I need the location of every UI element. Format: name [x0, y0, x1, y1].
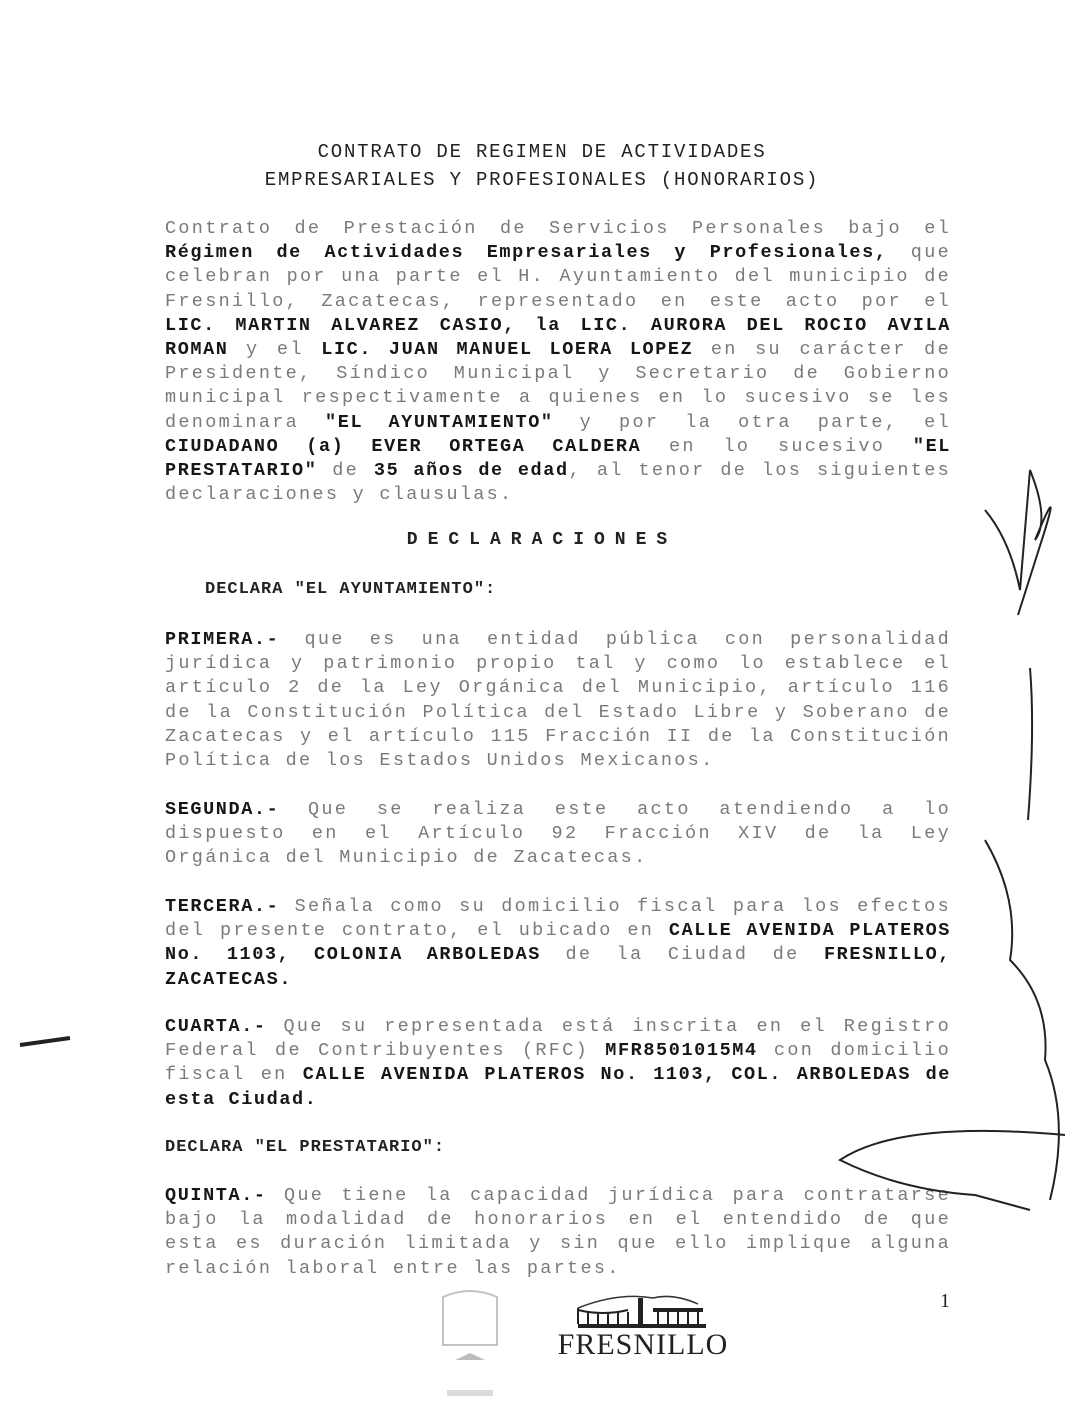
bold-text-segment: FRESNILLO, ZACATECAS.: [165, 944, 951, 990]
bold-text-segment: TERCERA.-: [165, 896, 280, 917]
text-segment: Contrato de Prestación de Servicios Personales bajo el: [165, 218, 951, 239]
bold-text-segment: Régimen de Actividades Empresariales y Profesionales,: [165, 242, 888, 264]
text-segment: Que su representada está inscrita en el Registro Federal de Contribuyentes (RFC): [165, 1016, 951, 1062]
page-number: 1: [940, 1290, 950, 1312]
bold-text-segment: "EL AYUNTAMIENTO": [325, 411, 554, 433]
title-line-1: CONTRATO DE REGIMEN DE ACTIVIDADES: [317, 141, 767, 163]
bold-text-segment: "EL PRESTATARIO": [165, 435, 951, 482]
title-line-2: EMPRESARIALES Y PROFESIONALES (HONORARIOS): [264, 169, 820, 191]
text-segment: en su carácter de Presidente, Síndico Municipal y Secretario de Gobierno municipal respectivamente a quienes en lo sucesivo se les denominara: [165, 339, 951, 433]
bold-text-segment: CALLE AVENIDA PLATEROS No. 1103, COL. ARBOLEDAS de esta Ciudad.: [165, 1064, 951, 1110]
bold-text-segment: SEGUNDA.-: [165, 799, 280, 820]
text-segment: Que tiene la capacidad jurídica para contratarse bajo la modalidad de honorarios en el entendido de que esta es duración limitada y sin que ello implique alguna relación laboral entre las partes.: [165, 1185, 951, 1279]
bold-text-segment: PRIMERA.-: [165, 629, 280, 650]
bold-text-segment: LIC. JUAN MANUEL LOERA LOPEZ: [321, 339, 694, 361]
bold-text-segment: LIC. MARTIN ALVAREZ CASIO, la LIC. AURORA DEL ROCIO AVILA ROMAN: [165, 314, 951, 361]
declara-ayuntamiento-heading: DECLARA "EL AYUNTAMIENTO":: [205, 580, 497, 599]
logo-text: FRESNILLO: [557, 1328, 729, 1361]
text-segment: Señala como su domicilio fiscal para los efectos del presente contrato, el ubicado en: [165, 896, 951, 942]
text-segment: en lo sucesivo: [641, 435, 913, 457]
bold-text-segment: MFR8501015M4: [605, 1040, 758, 1062]
text-segment: y el: [228, 339, 322, 361]
text-segment: que es una entidad pública con personalidad jurídica y patrimonio propio tal y como lo establece el artículo 2 de la Ley Orgánica del Municipio, artículo 116 de la Constitución Política del Estado Libre y Soberano de Zacatecas y el artículo 115 Fracción II de la Constitución Política de los Estados Unidos Mexicanos.: [165, 629, 951, 772]
text-segment: con domicilio fiscal en: [165, 1040, 951, 1086]
bold-text-segment: CUARTA.-: [165, 1016, 267, 1037]
bold-text-segment: QUINTA.-: [165, 1185, 267, 1206]
declaraciones-heading: DECLARACIONES: [406, 530, 678, 550]
bold-text-segment: 35 años de edad: [373, 460, 569, 482]
declara-prestatario-heading: DECLARA "EL PRESTATARIO":: [165, 1138, 446, 1157]
text-segment: Que se realiza este acto atendiendo a lo dispuesto en el Artículo 92 Fracción XIV de la Ley Orgánica del Municipio de Zacatecas.: [165, 799, 951, 869]
text-segment: , al tenor de los siguientes declaraciones y clausulas.: [165, 460, 951, 506]
bold-text-segment: CIUDADANO (a) EVER ORTEGA CALDERA: [165, 435, 642, 457]
text-segment: que celebran por una parte el H. Ayuntamiento del municipio de Fresnillo, Zacatecas, representado en este acto por el: [165, 242, 952, 312]
text-segment: y por la otra parte, el: [553, 411, 951, 433]
bold-text-segment: CALLE AVENIDA PLATEROS No. 1103, COLONIA ARBOLEDAS: [165, 920, 951, 966]
text-segment: de: [317, 460, 374, 482]
text-segment: de la Ciudad de: [541, 944, 824, 966]
